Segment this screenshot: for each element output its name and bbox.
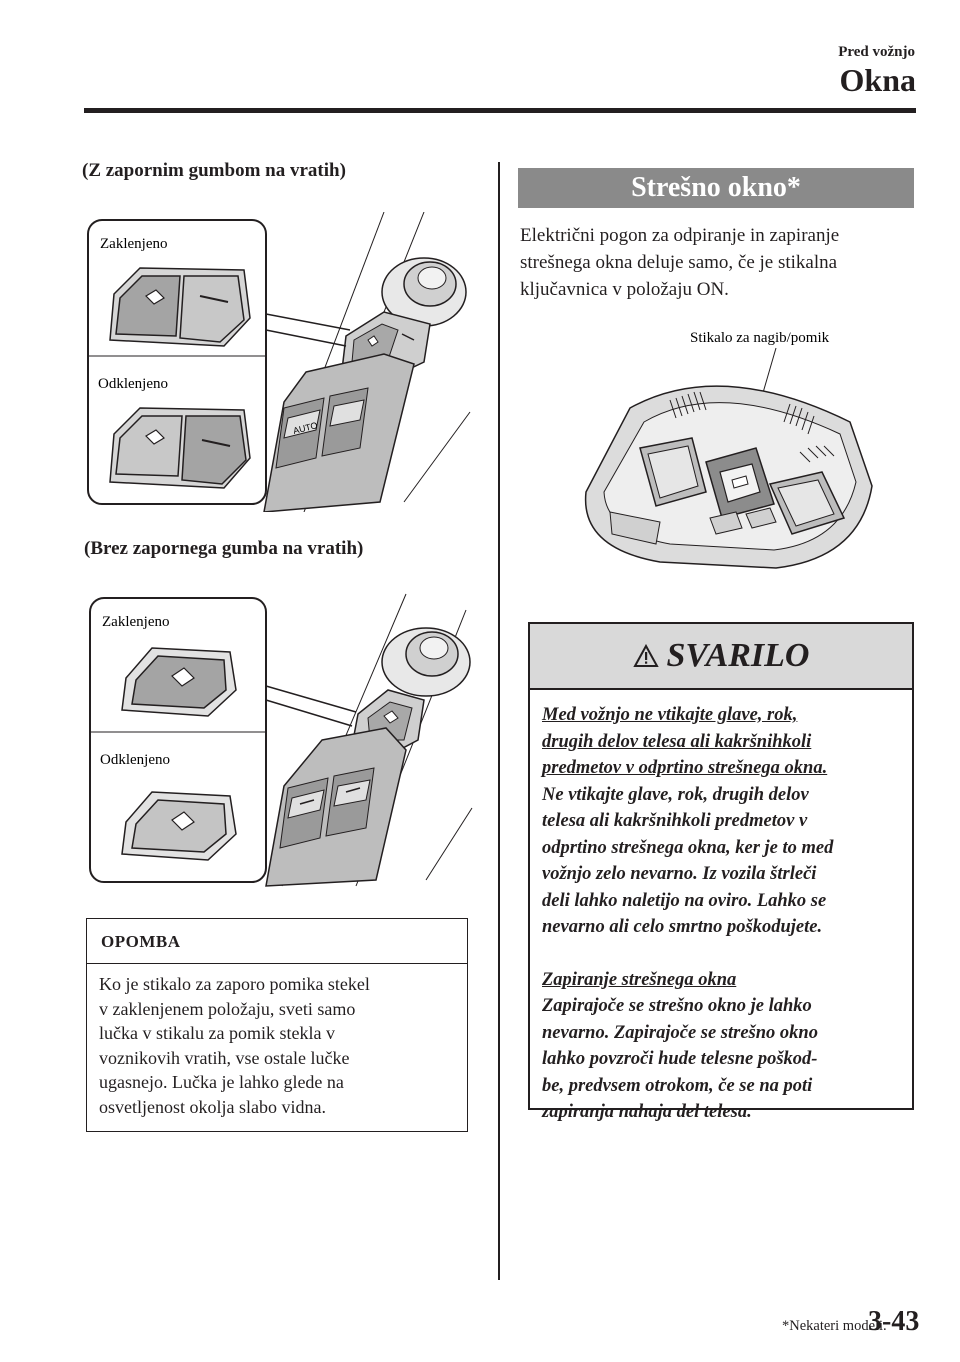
tilt-slide-switch-label: Stikalo za nagib/pomik xyxy=(690,330,830,346)
subtitle-with-lock-button: (Z zapornim gumbom na vratih) xyxy=(82,160,346,181)
mirror-knob-icon-2 xyxy=(382,628,470,696)
warning-body: Med vožnjo ne vtikajte glave, rok, drugih delov telesa ali kakršnihkoli predmetov v odprtino strešnega okna. Ne vtikajte glave, rok, drugih delov telesa ali kakršnihkoli predmetov v odprtino strešnega okna, ker je to med vožnjo zelo nevarno. Iz vozila štrleči deli lahko naletijo na oviro. Lahko se nevarno ali celo smrtno poškodujete. Zapiranje strešnega okna Zapirajoče se strešno okno je lahko nevarno. Zapirajoče se strešno okno lahko povzroči hude telesne poškod- be, predvsem otrokom, če se na poti zapiranja nahaja del telesa. xyxy=(530,690,912,1126)
warning-subheading: Zapiranje strešnega okna xyxy=(542,969,737,990)
column-divider xyxy=(498,162,500,1280)
unlocked-label-2: Odklenjeno xyxy=(100,752,170,768)
unlocked-switch-icon xyxy=(110,408,250,488)
overhead-console-figure xyxy=(560,322,900,602)
header-rule xyxy=(84,108,916,113)
note-body: Ko je stikalo za zaporo pomika stekel v zaklenjenem položaju, sveti samo lučka v stikalu za pomik stekla v voznikovih vratih, vse ostale lučke ugasnejo. Lučka je lahko glede na osvetljenost okolja slabo vidna. xyxy=(99,974,370,1117)
svg-text:AUTO: AUTO xyxy=(292,420,319,436)
window-lock-figure-1 xyxy=(84,212,474,512)
warning-header xyxy=(530,624,912,690)
page-title: Okna xyxy=(839,62,916,98)
footnote: *Nekateri modeli. xyxy=(782,1318,887,1334)
sunroof-intro: Električni pogon za odpiranje in zapiranje strešnega okna deluje samo, če je stikalna ključavnica v položaju ON. xyxy=(520,225,840,300)
unlocked-label: Odklenjeno xyxy=(98,376,168,392)
note-box xyxy=(86,918,468,1132)
locked-label-2: Zaklenjeno xyxy=(102,614,170,630)
page-number: 3-43 xyxy=(868,1306,920,1337)
sunroof-section-title: Strešno okno* xyxy=(518,168,914,208)
warning-triangle-icon xyxy=(633,644,659,668)
locked-label: Zaklenjeno xyxy=(100,236,168,252)
section-name: Pred vožnjo xyxy=(838,44,915,60)
window-switch-panel-icon-2 xyxy=(266,728,406,886)
warning-title: SVARILO xyxy=(666,637,810,674)
note-title: OPOMBA xyxy=(87,919,467,964)
window-lock-figure-2 xyxy=(86,590,476,890)
subtitle-without-lock-button: (Brez zapornega gumba na vratih) xyxy=(84,538,364,559)
locked-switch-icon xyxy=(110,268,250,346)
warning-box xyxy=(528,622,914,1122)
window-switch-panel-icon xyxy=(264,354,414,512)
